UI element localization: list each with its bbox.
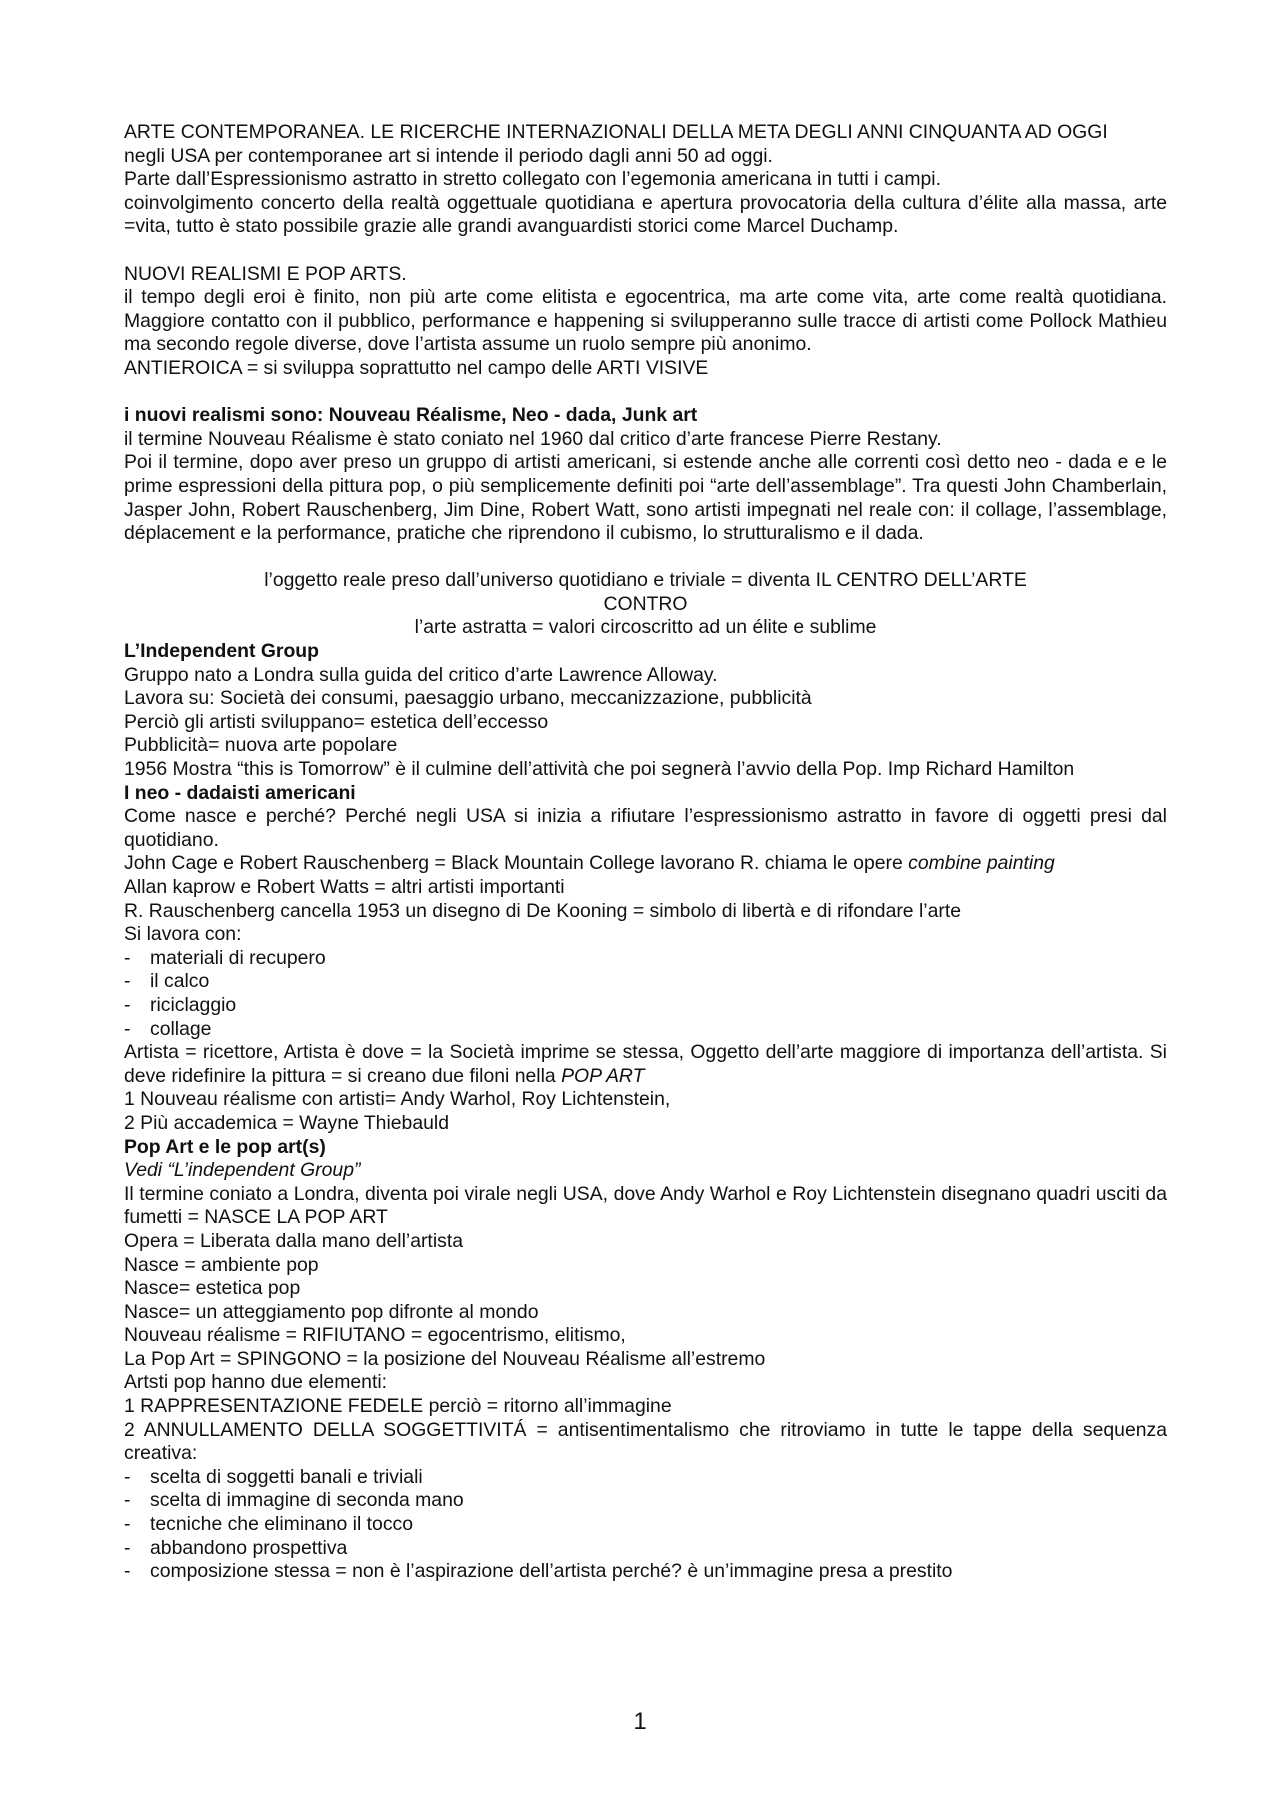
independent-group-heading: L’Independent Group <box>124 640 319 663</box>
nouveau-realisme-p2: Poi il termine, dopo aver preso un gruppo di artisti americani, si estende anche alle correnti così detto neo - dada e e le prime espressioni della pittura pop, o più semplicemente definiti poi “arte dell’assemblage”. Tra questi John Chamberlain, Jasper John, Robert Rauschenberg, Jim Dine, Robert Watt, sono artisti impegnati nel reale con: il collage, l’assemblage, déplacement e la performance, pratiche che riprendono il cubismo, lo strutturalismo e il dada. <box>124 451 1167 545</box>
tappe-list <box>124 1466 1167 1584</box>
list-item: - composizione stessa = non è l’aspirazione dell’artista perché? è un’immagine presa a prestito <box>124 1560 1167 1584</box>
intro-line-1: negli USA per contemporanee art si intende il periodo dagli anni 50 ad oggi. <box>124 144 773 167</box>
centered-line-1: l’oggetto reale preso dall’universo quotidiano e triviale = diventa IL CENTRO DELL’ARTE <box>264 569 1027 592</box>
independent-line-2: Lavora su: Società dei consumi, paesaggio urbano, meccanizzazione, pubblicità <box>124 687 812 710</box>
intro-line-3: coinvolgimento concerto della realtà oggettuale quotidiana e apertura provocatoria della cultura d’élite alla massa, arte =vita, tutto è stato possibile grazie alle grandi avanguardisti storici come Marcel Duchamp. <box>124 191 1167 238</box>
nuovi-realismi-heading: NUOVI REALISMI E POP ARTS. <box>124 262 407 285</box>
neo-dadaisti-heading: I neo - dadaisti americani <box>124 781 356 804</box>
list-item: - abbandono prospettiva <box>124 1537 1167 1561</box>
spacer <box>124 239 1167 263</box>
mostra-line: 1956 Mostra “this is Tomorrow” è il culmine dell’attività che poi segnerà l’avvio della Pop. Imp Richard Hamilton <box>124 758 1075 781</box>
document-title: ARTE CONTEMPORANEA. LE RICERCHE INTERNAZIONALI DELLA META DEGLI ANNI CINQUANTA AD OGGI <box>124 121 1108 143</box>
nuovi-realismi-sono-heading: i nuovi realismi sono: Nouveau Réalisme, Neo - dada, Junk art <box>124 404 698 427</box>
cage-line <box>124 852 1167 876</box>
artista-text: Artista = ricettore, Artista è dove = la Società imprime se stessa, Oggetto dell’arte maggiore di importanza dell’artista. Si deve ridefinire la pittura = si creano due filoni nella <box>124 1041 1167 1087</box>
centered-line-3: l’arte astratta = valori circoscritto ad un élite e sublime <box>414 616 877 639</box>
artista-paragraph <box>124 1041 1167 1088</box>
cage-text: John Cage e Robert Rauschenberg = Black Mountain College lavorano R. chiama le opere <box>124 852 909 875</box>
pop-art-term: POP ART <box>561 1064 645 1087</box>
nuovi-realismi-text: il tempo degli eroi è finito, non più arte come elitista e egocentrica, ma arte come vita, arte come realtà quotidiana. Maggiore contatto con il pubblico, performance e happening si svilupperanno sulle tracce di artisti come Pollock Mathieu ma secondo regole diverse, dove l’artista assume un ruolo sempre più anonimo. <box>124 286 1167 356</box>
spacer <box>124 381 1167 405</box>
neo-dadaisti-line-3: Si lavora con: <box>124 923 242 946</box>
neo-dadaisti-line-1: Allan kaprow e Robert Watts = altri artisti importanti <box>124 876 565 898</box>
centered-line-2: CONTRO <box>603 592 688 615</box>
independent-line-1: Gruppo nato a Londra sulla guida del critico d’arte Lawrence Alloway. <box>124 663 718 686</box>
neo-dadaisti-p1: Come nasce e perché? Perché negli USA si inizia a rifiutare l’espressionismo astratto in favore di oggetti presi dal quotidiano. <box>124 805 1167 851</box>
antieroica-line: ANTIEROICA = si sviluppa soprattutto nel campo delle ARTI VISIVE <box>124 356 709 379</box>
pop-art-line-4: Nasce= un atteggiamento pop difronte al mondo <box>124 1300 539 1323</box>
pop-art-p1: Il termine coniato a Londra, diventa poi virale negli USA, dove Andy Warhol e Roy Lichtenstein disegnano quadri usciti da fumetti = NASCE LA POP ART <box>124 1182 1167 1229</box>
list-item: - materiali di recupero <box>124 947 1167 971</box>
pop-art-line-6: La Pop Art = SPINGONO = la posizione del Nouveau Réalisme all’estremo <box>124 1347 766 1370</box>
list-item: - collage <box>124 1018 1167 1042</box>
filone-1: 1 Nouveau réalisme con artisti= Andy Warhol, Roy Lichtenstein, <box>124 1088 671 1111</box>
pop-art-line-8: 1 RAPPRESENTAZIONE FEDELE perciò = ritorno all’immagine <box>124 1395 672 1418</box>
filone-2: 2 Più accademica = Wayne Thiebauld <box>124 1111 449 1134</box>
vedi-reference: Vedi “L’independent Group” <box>124 1159 361 1182</box>
intro-line-2: Parte dall’Espressionismo astratto in stretto collegato con l’egemonia americana in tutti i campi. <box>124 168 941 191</box>
list-item: - scelta di soggetti banali e triviali <box>124 1466 1167 1490</box>
independent-line-4: Pubblicità= nuova arte popolare <box>124 734 398 757</box>
pop-art-line-3: Nasce= estetica pop <box>124 1277 301 1300</box>
page-number: 1 <box>633 1708 647 1735</box>
list-item: - il calco <box>124 970 1167 994</box>
annullamento-line: 2 ANNULLAMENTO DELLA SOGGETTIVITÁ = antisentimentalismo che ritroviamo in tutte le tappe della sequenza creativa: <box>124 1418 1167 1465</box>
list-item: - scelta di immagine di seconda mano <box>124 1489 1167 1513</box>
list-item: - riciclaggio <box>124 994 1167 1018</box>
pop-art-line-2: Nasce = ambiente pop <box>124 1253 319 1276</box>
pop-art-line-7: Artsti pop hanno due elementi: <box>124 1371 388 1394</box>
materials-list <box>124 947 1167 1041</box>
nouveau-realisme-p1: il termine Nouveau Réalisme è stato coniato nel 1960 dal critico d’arte francese Pierre Restany. <box>124 427 942 450</box>
pop-art-heading: Pop Art e le pop art(s) <box>124 1135 326 1158</box>
pop-art-line-1: Opera = Liberata dalla mano dell’artista <box>124 1229 463 1252</box>
neo-dadaisti-line-2: R. Rauschenberg cancella 1953 un disegno di De Kooning = simbolo di libertà e di rifondare l’arte <box>124 899 962 922</box>
pop-art-line-5: Nouveau réalisme = RIFIUTANO = egocentrismo, elitismo, <box>124 1324 626 1347</box>
independent-line-3: Perciò gli artisti sviluppano= estetica dell’eccesso <box>124 710 549 733</box>
spacer <box>124 546 1167 570</box>
list-item: - tecniche che eliminano il tocco <box>124 1513 1167 1537</box>
combine-painting-term: combine painting <box>908 852 1055 875</box>
